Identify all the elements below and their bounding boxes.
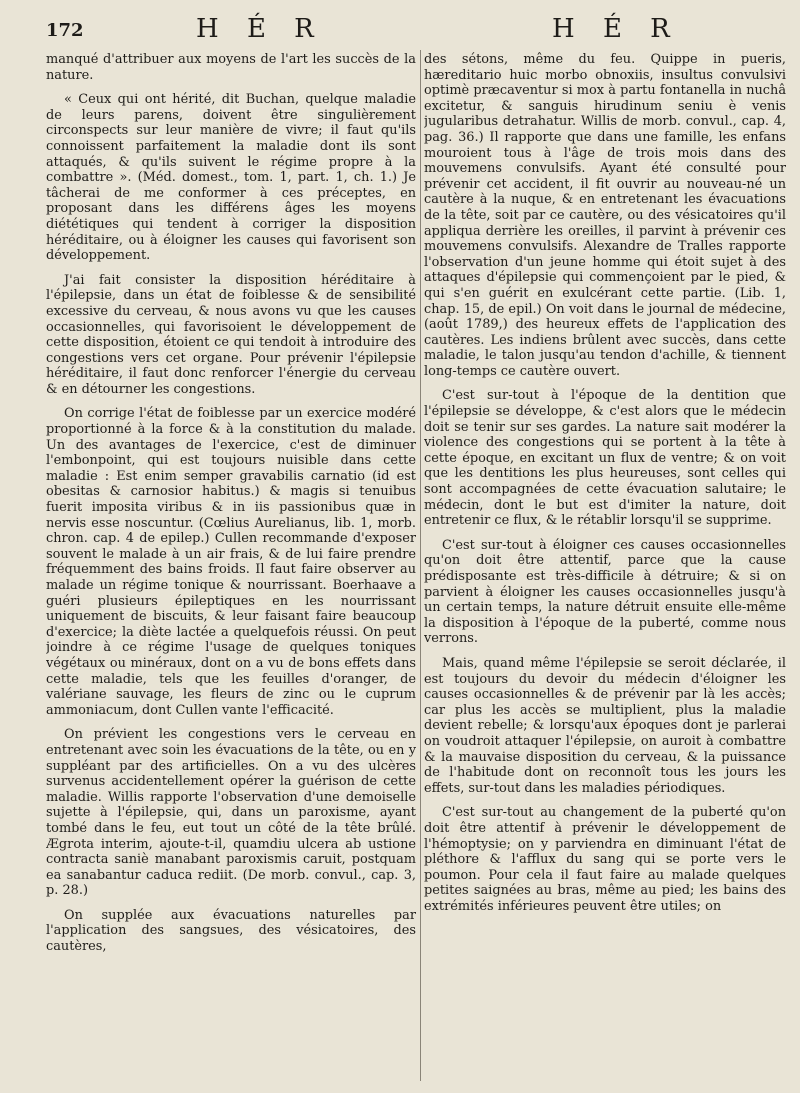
- paragraph: manqué d'attribuer aux moyens de l'art les succès de la nature.: [46, 52, 416, 83]
- page-number: 172: [46, 20, 84, 41]
- running-title-right: H É R: [552, 14, 680, 44]
- paragraph: C'est sur-tout au changement de la puberté qu'on doit être attentif à prévenir le développement de l'hémoptysie; on y parviendra en diminuant l'état de pléthore & l'afflux du sang qui se porte vers le poumon. Pour cela il faut faire au malade quelques petites saignées au bras, même au pied; les bains des extrémités inférieures peuvent être utiles; on: [424, 805, 786, 914]
- right-column: [424, 52, 786, 1083]
- paragraph: On prévient les congestions vers le cerveau en entretenant avec soin les évacuations de la tête, ou en y suppléant par des artificielles. On a vu des ulcères survenus accidentellement opérer la guérison de cette maladie. Willis rapporte l'observation d'une demoiselle sujette à l'épilepsie, qui, dans un paroxisme, ayant tombé dans le feu, eut tout un côté de la tête brûlé. Ægrota interim, ajoute-t-il, quamdiu ulcera ab ustione contracta saniè manabant paroxismis caruit, postquam ea sanabantur caduca rediit. (De morb. convul., cap. 3, p. 28.): [46, 727, 416, 899]
- running-title-left: H É R: [196, 14, 324, 44]
- paragraph: des sétons, même du feu. Quippe in pueris, hæreditario huic morbo obnoxiis, insultus convulsivi optimè præcaventur si mox à partu fontanella in nuchâ excitetur, & sanguis hirudinum seniu è venis jugularibus detrahatur. Willis de morb. convul., cap. 4, pag. 36.) Il rapporte que dans une famille, les enfans mouroient tous à l'âge de trois mois dans des mouvemens convulsifs. Ayant été consulté pour prévenir cet accident, il fit ouvrir au nouveau-né un cautère à la nuque, & en entretenant les évacuations de la tête, soit par ce cautère, ou des vésicatoires qu'il appliqua derrière les oreilles, il parvint à prévenir ces mouvemens convulsifs. Alexandre de Tralles rapporte l'observation d'un jeune homme qui étoit sujet à des attaques d'épilepsie qui commençoient par le pied, & qui s'en guérit en exulcérant cette partie. (Lib. 1, chap. 15, de epil.) On voit dans le journal de médecine, (août 1789,) des heureux effets de l'application des cautères. Les indiens brûlent avec succès, dans cette maladie, le talon jusqu'au tendon d'achille, & tiennent long-temps ce cautère ouvert.: [424, 52, 786, 379]
- paragraph: On supplée aux évacuations naturelles par l'application des sangsues, des vésicatoires, des cautères,: [46, 907, 416, 955]
- paragraph: « Ceux qui ont hérité, dit Buchan, quelque maladie de leurs parens, doivent être singulièrement circonspects sur leur manière de vivre; il faut qu'ils connoissent parfaitement la maladie dont ils sont attaqués, & qu'ils suivent le régime propre à la combattre ». (Méd. domest., tom. 1, part. 1, ch. 1.) Je tâcherai de me conformer à ces préceptes, en proposant dans les différens âges les moyens diététiques qui tendent à corriger la disposition héréditaire, ou à éloigner les causes qui favorisent son développement.: [46, 92, 416, 264]
- paragraph: Mais, quand même l'épilepsie se seroit déclarée, il est toujours du devoir du médecin d'éloigner les causes occasionnelles & de prévenir par là les accès; car plus les accès se multiplient, plus la maladie devient rebelle; & lorsqu'aux époques dont je parlerai on voudroit attaquer l'épilepsie, on auroit à combattre & la mauvaise disposition du cerveau, & la puissance de l'habitude dont on reconnoît tous les jours les effets, sur-tout dans les maladies périodiques.: [424, 655, 786, 796]
- paragraph: C'est sur-tout à éloigner ces causes occasionnelles qu'on doit être attentif, parce que la cause prédisposante est très-difficile à détruire; & si on parvient à éloigner les causes occasionnelles jusqu'à un certain temps, la nature détruit ensuite elle-même la disposition à l'époque de la puberté, comme nous verrons.: [424, 537, 786, 647]
- column-divider: [420, 50, 421, 1081]
- paragraph: J'ai fait consister la disposition héréditaire à l'épilepsie, dans un état de foiblesse & de sensibilité excessive du cerveau, & nous avons vu que les causes occasionnelles, qui favorisoient le développement de cette disposition, étoient ce qui tendoit à introduire des congestions vers cet organe. Pour prévenir l'épilepsie héréditaire, il faut donc renforcer l'énergie du cerveau & en détourner les congestions.: [46, 272, 416, 397]
- page-header: [0, 14, 800, 48]
- paragraph: On corrige l'état de foiblesse par un exercice modéré proportionné à la force & à la constitution du malade. Un des avantages de l'exercice, c'est de diminuer l'embonpoint, qui est toujours nuisible dans cette maladie : Est enim semper gravabilis carnatio (id est obesitas & carnosior habitus.) & magis si tenuibus fuerit imposita viribus & in iis passionibus quæ in nervis esse noscuntur. (Cœlius Aurelianus, lib. 1, morb. chron. cap. 4 de epilep.) Cullen recommande d'exposer souvent le malade à un air frais, & de lui faire prendre fréquemment des bains froids. Il faut faire observer au malade un régime tonique & nourrissant. Boerhaave a guéri plusieurs épileptiques en les nourrissant uniquement de biscuits, & leur faisant faire beaucoup d'exercice; la diète lactée a quelquefois réussi. On peut joindre à ce régime l'usage de quelques toniques végétaux ou minéraux, dont on a vu de bons effets dans cette maladie, tels que les feuilles d'oranger, de valériane sauvage, les fleurs de zinc ou le cuprum ammoniacum, dont Cullen vante l'efficacité.: [46, 406, 416, 718]
- left-column: [46, 52, 416, 1083]
- paragraph: C'est sur-tout à l'époque de la dentition que l'épilepsie se développe, & c'est alors que le médecin doit se tenir sur ses gardes. La nature sait modérer la violence des congestions qui se portent à la tête à cette époque, en excitant un flux de ventre; & on voit que les dentitions les plus heureuses, sont celles qui sont accompagnées de cette évacuation salutaire; le médecin, dont le but est d'imiter la nature, doit entretenir ce flux, & le rétablir lorsqu'il se supprime.: [424, 388, 786, 529]
